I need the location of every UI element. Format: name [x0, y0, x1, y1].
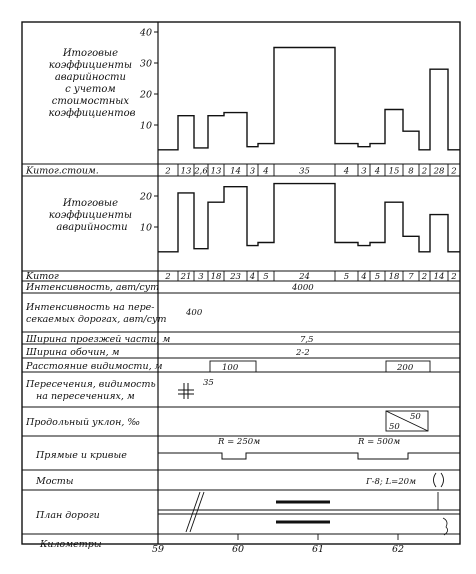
visibility-value-2: 200: [397, 363, 414, 373]
grade-label: Продольный уклон, ‰: [26, 417, 141, 428]
chart1-value-label: 35: [299, 166, 310, 177]
chart1-value-label: 3: [361, 166, 367, 177]
intensity-value: 4000: [292, 283, 314, 293]
chart1-value-label: 2: [451, 166, 457, 177]
shoulder-width-label: Ширина обочин, м: [26, 347, 120, 358]
chart1-value-label: 2: [421, 166, 428, 177]
chart1-ytick-label: 20: [139, 89, 152, 101]
curves-label: Прямые и кривые: [36, 450, 127, 461]
chart2-value-label: 4: [249, 272, 256, 282]
km-label: Километры: [40, 539, 102, 550]
visibility-label: Расстояние видимости, м: [26, 361, 163, 372]
chart1-value-label: 28: [433, 166, 445, 177]
chart1-value-label: 4: [374, 166, 381, 177]
lane-width-value: 7,5: [300, 335, 314, 345]
chart2-value-label: 2: [165, 272, 171, 282]
curves-line: [158, 453, 460, 459]
curve-1-radius: R = 250м: [218, 437, 261, 447]
intersection-symbol: [178, 383, 194, 399]
chart2-value-label: 23: [230, 272, 241, 282]
chart1-ytick-label: 40: [139, 27, 152, 39]
chart1-row-label: Kитог.стоим.: [26, 165, 99, 177]
chart2-value-label: 21: [180, 272, 192, 282]
grade-value-down: 50: [389, 422, 400, 432]
chart2-value-label: 5: [343, 272, 350, 282]
chart-accident-coefficients: [22, 184, 460, 282]
chart1-value-label: 13: [210, 166, 222, 177]
chart1-ytick-label: 30: [139, 58, 152, 70]
chart2-value-label: 3: [198, 272, 204, 282]
chart1-value-label: 4: [343, 166, 350, 177]
chart2-row-label: Kитог: [26, 271, 59, 282]
chart2-value-label: 2: [451, 272, 457, 282]
road-plan: [158, 492, 460, 535]
chart2-value-label: 18: [388, 272, 400, 282]
chart1-step-line: [158, 48, 460, 150]
chart2-value-label: 18: [210, 272, 222, 282]
chart1-value-label: 4: [263, 166, 269, 177]
grade-value-up: 50: [410, 412, 421, 422]
chart2-step-line: [158, 184, 460, 252]
chart2-value-label: 2: [421, 272, 428, 282]
plan-label: План дороги: [36, 510, 100, 521]
chart1-value-label: 8: [408, 166, 414, 177]
shoulder-width-value: 2-2: [296, 348, 310, 358]
bridge-spec: Г-8; L=20м: [366, 477, 417, 487]
chart2-title: Итоговые коэффициенты аварийности: [48, 198, 133, 233]
intensity-label: Интенсивность, авт/сут: [26, 282, 160, 293]
bridges-label: Мосты: [36, 476, 74, 487]
chart1-value-label: 3: [249, 166, 256, 177]
chart2-ytick-label: 10: [139, 222, 152, 234]
chart1-value-label: 13: [180, 166, 192, 177]
chart1-value-label: 15: [388, 166, 400, 177]
chart2-ytick-label: 20: [139, 191, 152, 203]
chart2-value-label: 4: [361, 272, 367, 282]
chart-cost-coefficients: [22, 28, 460, 177]
intersection-visibility-value: 35: [203, 378, 214, 388]
km-tick-label: 62: [391, 544, 405, 555]
visibility-value-1: 100: [222, 363, 239, 373]
chart1-value-label: 14: [230, 166, 241, 177]
chart2-value-label: 5: [263, 272, 269, 282]
intersections-label: Пересечения, видимость на пересечениях, м: [26, 379, 156, 402]
curve-2-radius: R = 500м: [358, 437, 401, 447]
chart1-value-label: 2: [165, 166, 171, 177]
km-tick-label: 61: [311, 544, 325, 555]
cross-intensity-label: Интенсивность на пере- секаемых дорогах, авт/сут: [26, 302, 167, 325]
data-rows: [22, 282, 460, 555]
chart2-value-label: 14: [433, 272, 445, 282]
chart2-value-label: 7: [408, 272, 414, 282]
chart2-value-label: 5: [374, 272, 381, 282]
chart1-value-label: 2,6: [194, 166, 208, 177]
lane-width-label: Ширина проезжей части, м: [26, 334, 171, 345]
chart1-title: Итоговые коэффициенты аварийности с учетом стоимостных коэффициентов: [48, 48, 136, 119]
km-tick-label: 59: [151, 544, 165, 555]
km-tick-label: 60: [231, 544, 245, 555]
chart2-value-label: 24: [299, 272, 310, 282]
cross-intensity-value: 400: [186, 308, 203, 318]
chart1-ytick-label: 10: [139, 120, 152, 132]
